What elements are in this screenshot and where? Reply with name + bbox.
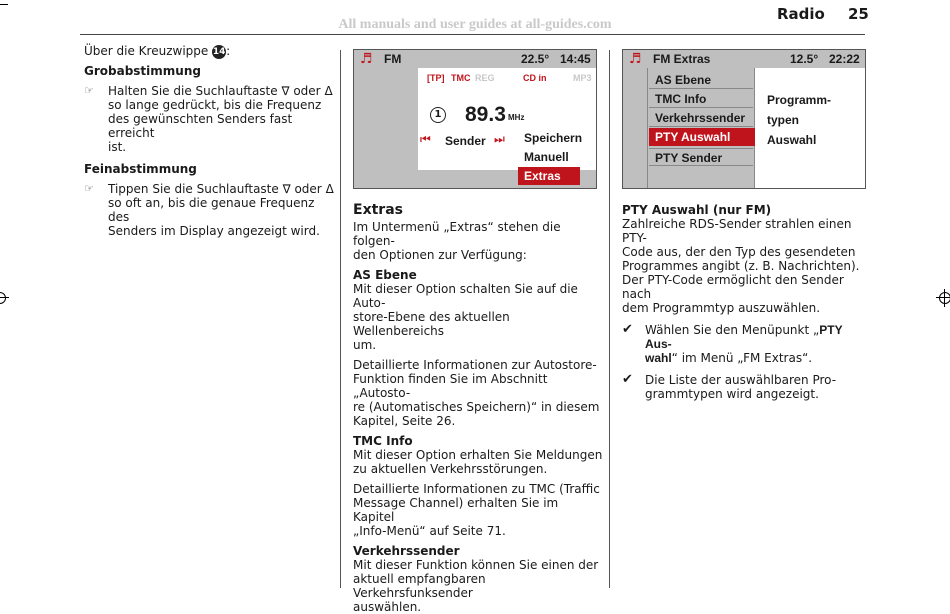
menu-item-as-ebene[interactable]: AS Ebene <box>649 71 753 89</box>
menu-item-speichern[interactable]: Speichern <box>518 129 596 147</box>
fein-text-1: Tippen Sie die Suchlauftaste <box>108 181 279 196</box>
pty-text-5: dem Programmtyp auszuwählen. <box>622 301 821 315</box>
frequency-unit: MHz <box>508 113 525 122</box>
checkmark-icon: ✔ <box>622 322 633 337</box>
cdin-indicator: CD in <box>523 73 547 83</box>
registration-mark-left <box>0 292 6 304</box>
crop-mark <box>0 0 8 5</box>
mp3-indicator: MP3 <box>573 73 592 83</box>
step1-menu-name-b: wahl <box>645 351 672 365</box>
as2-text-4: Kapitel, Seite 26. <box>353 414 456 428</box>
extras-heading: Extras <box>353 202 403 218</box>
tmc-text-2: zu aktuellen Verkehrsstörungen. <box>353 462 548 476</box>
pty-heading: PTY Auswahl (nur FM) <box>622 203 772 217</box>
left-column <box>84 44 334 238</box>
vs-text-1: Mit dieser Funktion können Sie einen der <box>353 558 599 572</box>
menu-item-pty-sender[interactable]: PTY Sender <box>649 148 753 166</box>
tmc2-text-2: Message Channel) erhalten Sie im Kapitel <box>353 496 559 524</box>
as-text-2: store-Ebene des aktuellen Wellenbereichs <box>353 310 510 338</box>
pointing-hand-icon: ☞ <box>84 83 94 97</box>
display-time: 14:45 <box>560 52 591 66</box>
step1-menu-name-a: PTY Aus- <box>645 323 843 351</box>
tmc-indicator: TMC <box>451 73 471 83</box>
music-note-icon: ♬ <box>629 51 642 67</box>
display-band: FM <box>384 52 402 66</box>
extras-intro-1: Im Untermenü „Extras“ stehen die folgen- <box>353 220 561 248</box>
tmc-text-1: Mit dieser Option erhalten Sie Meldungen <box>353 448 603 462</box>
step2-text-1: Die Liste der auswählbaren Pro- <box>645 373 837 387</box>
grob-text-4: ist. <box>108 139 127 154</box>
menu-item-manuell[interactable]: Manuell <box>518 148 596 166</box>
fein-oder: oder <box>294 181 322 196</box>
step2-text-2: grammtypen wird angezeigt. <box>645 387 819 401</box>
pointing-hand-icon: ☞ <box>84 181 94 195</box>
frequency-value: 89.3 <box>465 103 506 126</box>
display-left-panel <box>623 68 647 188</box>
tmc2-text-1: Detaillierte Informationen zu TMC (Traffic <box>353 482 600 496</box>
registration-mark-right <box>939 292 950 304</box>
pty-text-3: Programmes angibt (z. B. Nachrichten). <box>622 259 860 273</box>
column-divider-left <box>340 50 341 588</box>
tmc-info-heading: TMC Info <box>353 434 413 448</box>
grob-text-1: Halten Sie die Suchlauftaste <box>108 83 278 98</box>
vs-text-3: auswählen. <box>353 600 422 614</box>
preset-number: 1 <box>430 107 446 123</box>
display-band: FM Extras <box>653 52 711 66</box>
as2-text-2: Funktion finden Sie im Abschnitt „Autosto- <box>353 372 548 400</box>
as2-text-3: re (Automatisches Speichern)“ in diesem <box>353 400 600 414</box>
sender-label: Sender <box>445 134 486 148</box>
tmc2-text-3: „Info-Menü“ auf Seite 71. <box>353 524 506 538</box>
menu-item-verkehrssender[interactable]: Verkehrssender <box>649 109 753 127</box>
seek-back-icon: ⏮ <box>420 132 431 146</box>
as-text-1: Mit dieser Option schalten Sie auf die Auto- <box>353 282 578 310</box>
tp-indicator: [TP] <box>427 73 445 83</box>
menu-item-pty-auswahl[interactable]: PTY Auswahl <box>649 128 755 146</box>
as2-text-1: Detaillierte Informationen zur Autostore- <box>353 358 597 372</box>
checkmark-icon: ✔ <box>622 372 633 387</box>
grob-text-3: des gewünschten Senders fast erreicht <box>108 111 293 140</box>
display-temperature: 22.5° <box>521 52 550 66</box>
fein-heading: Feinabstimmung <box>84 161 197 176</box>
grob-oder: oder <box>293 83 321 98</box>
up-arrow-icon: Δ <box>325 181 334 196</box>
middle-column <box>353 203 603 614</box>
reg-indicator: REG <box>475 73 495 83</box>
rocker-number-badge: 14 <box>212 46 226 57</box>
column-divider-right <box>609 50 610 588</box>
step1-text-d: “ im Menü „FM Extras“. <box>671 351 813 365</box>
radio-display-fm <box>353 49 597 189</box>
grob-text-2: so lange gedrückt, bis die Frequenz <box>108 97 322 112</box>
radio-display-fm-extras <box>622 49 866 189</box>
down-arrow-icon: ∇ <box>282 181 291 196</box>
section-title: Radio <box>777 5 825 23</box>
down-arrow-icon: ∇ <box>281 83 290 98</box>
fein-text-2: so oft an, bis die genaue Frequenz des <box>108 195 315 224</box>
seek-forward-icon: ⏭ <box>494 132 505 146</box>
side-text-1: Programm- <box>767 93 832 107</box>
display-temperature: 12.5° <box>790 52 819 66</box>
header-rule <box>80 34 865 35</box>
grob-heading: Grobabstimmung <box>84 63 201 78</box>
bullet-step-2 <box>622 373 870 401</box>
as-text-3: um. <box>353 338 377 352</box>
music-note-icon: ♬ <box>360 51 373 67</box>
pty-text-1: Zahlreiche RDS-Sender strahlen einen PTY- <box>622 217 852 245</box>
vs-text-2: aktuell empfangbaren Verkehrsfunksender <box>353 572 486 600</box>
intro-text: Über die Kreuzwippe <box>84 44 209 58</box>
menu-item-extras[interactable]: Extras <box>518 167 580 185</box>
verkehrssender-heading: Verkehrssender <box>353 544 460 558</box>
menu-item-tmc-info[interactable]: TMC Info <box>649 90 753 108</box>
fein-text-3: Senders im Display angezeigt wird. <box>108 223 320 238</box>
right-column <box>622 203 870 401</box>
bullet-step-1 <box>622 323 870 365</box>
step1-text-a: Wählen Sie den Menüpunkt „ <box>645 323 820 337</box>
watermark: All manuals and user guides at all-guides.com <box>338 17 612 32</box>
display-time: 22:22 <box>829 52 860 66</box>
side-text-3: Auswahl <box>767 133 817 147</box>
intro-colon: : <box>226 44 231 58</box>
extras-intro-2: den Optionen zur Verfügung: <box>353 248 527 262</box>
pty-text-4: Der PTY-Code ermöglicht den Sender nach <box>622 273 844 301</box>
side-text-2: typen <box>767 113 800 127</box>
page-number: 25 <box>848 5 869 23</box>
up-arrow-icon: Δ <box>324 83 333 98</box>
as-ebene-heading: AS Ebene <box>353 268 417 282</box>
pty-text-2: Code aus, der den Typ des gesendeten <box>622 245 856 259</box>
